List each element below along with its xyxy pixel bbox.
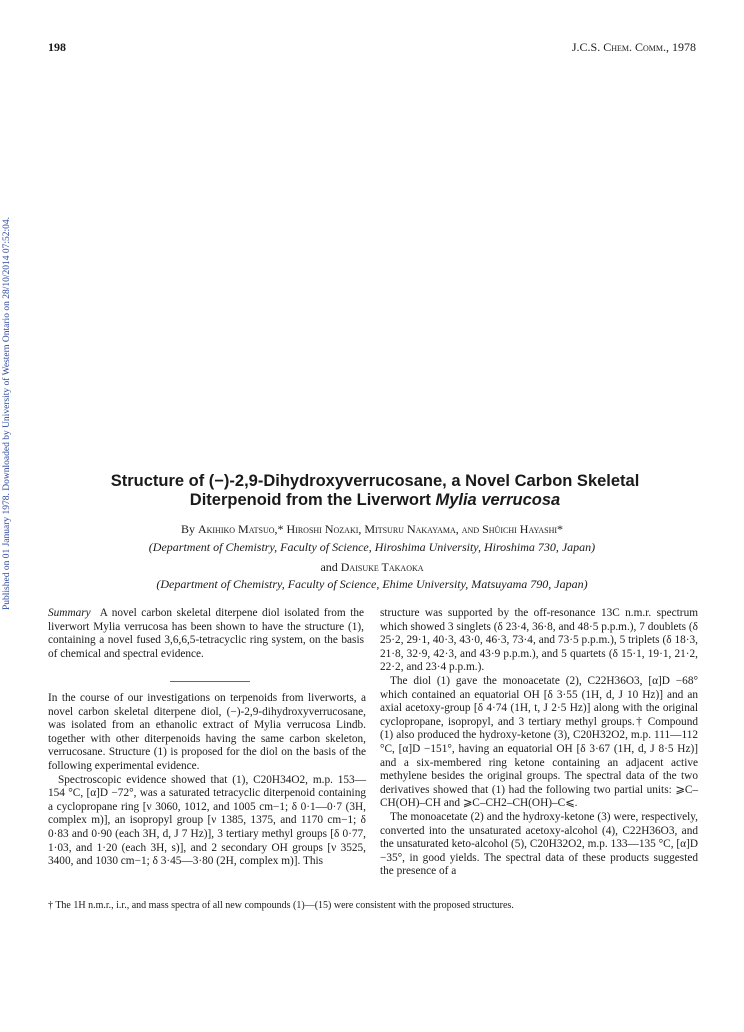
title-line-2-prefix: Diterpenoid from the Liverwort [189, 491, 436, 509]
summary-label: Summary [48, 607, 91, 619]
body-paragraph: In the course of our investigations on terpenoids from liverworts, a novel carbon skeletal diterpene diol, (−)-2,9-dihydroxyverrucosane, was isolated from an ethanolic extract of Mylia verrucosa Lindb. together with other diterpenoids having the same carbon skeleton, verrucosane. Structure (1) is proposed for the diol on the basis of the following experimental evidence. [48, 692, 366, 772]
body-paragraph: structure was supported by the off-resonance 13C n.m.r. spectrum which showed 3 singlets (δ 23·4, 36·8, and 48·5 p.p.m.), 7 doublets (δ 25·2, 29·1, 40·3, 43·0, 46·3, 73·4, and 73·5 p.p.m.), 5 triplets (δ 18·3, 21·8, 32·9, 42·3, and 43·9 p.p.m.), and 5 quartets (δ 15·1, 19·1, 21·2, 22·2, and 23·4 p.p.m.). [380, 607, 698, 674]
summary-text: A novel carbon skeletal diterpene diol isolated from the liverwort Mylia verrucosa has been shown to have the structure (1), containing a novel fused 3,6,6,5-tetracyclic ring system, on the basis of chemical and spectral evidence. [48, 607, 365, 660]
title-line-2-italic: Mylia verrucosa [435, 491, 561, 509]
affiliation-1: (Department of Chemistry, Faculty of Science, Hiroshima University, Hiroshima 730, Japan) [148, 540, 596, 554]
title-line-1: Structure of (−)-2,9-Dihydroxyverrucosane, a Novel Carbon Skeletal [110, 472, 640, 490]
author-2-name: Daisuke Takaoka [340, 560, 424, 574]
article-title [80, 472, 670, 510]
journal-header [572, 40, 696, 55]
body-right-column [380, 607, 698, 879]
author-list [60, 522, 684, 537]
by-label: By [180, 522, 195, 536]
body-paragraph: The diol (1) gave the monoacetate (2), C22H36O3, [α]D −68° which contained an equatorial OH [δ 3·55 (1H, d, J 10 Hz)] and an axial acetoxy-group [δ 4·74 (1H, t, J 2·5 Hz)] along with the original cyclopropane, isopropyl, and 3 tertiary methyl groups.† Compound (1) also produced the hydroxy-ketone (3), C20H32O2, m.p. 111—112 °C, [α]D −151°, having an equatorial OH [δ 3·67 (1H, d, J 8·5 Hz)] and a six-membered ring ketone containing an adjacent active methylene besides the original groups. The spectral data of the two derivatives showed that (1) had the following two partial units: ⩾C–CH(OH)–CH and ⩾C–CH2–CH(OH)–C⩽. [380, 674, 698, 810]
and-label: and [320, 560, 338, 574]
title-line-2 [80, 491, 670, 510]
summary [48, 607, 364, 661]
author-2-line [60, 560, 684, 575]
download-watermark [2, 216, 17, 610]
section-divider [170, 681, 250, 682]
download-watermark-text: Published on 01 January 1978. Downloaded by University of Western Ontario on 28/10/2014 07:52:04. [2, 216, 12, 610]
journal-name: J.C.S. Chem. Comm., 1978 [571, 40, 696, 54]
page-number: 198 [48, 40, 66, 54]
body-paragraph: The monoacetate (2) and the hydroxy-ketone (3) were, respectively, converted into the unsaturated acetoxy-alcohol (4), C22H36O3, and the unsaturated keto-alcohol (5), C20H32O2, m.p. 133—135 °C, [α]D −35°, in good yields. The spectral data of these products suggested the presence of a [380, 810, 698, 878]
body-paragraph: Spectroscopic evidence showed that (1), C20H34O2, m.p. 153—154 °C, [α]D −72°, was a saturated tetracyclic diterpenoid containing a cyclopropane ring [ν 3060, 1012, and 1005 cm−1; δ 0·1—0·7 (3H, complex m)], an isopropyl group [ν 1385, 1375, and 1170 cm−1; δ 0·83 and 0·90 (each 3H, d, J 7 Hz)], 3 tertiary methyl groups [δ 0·77, 1·03, and 1·20 (each 3H, s)], and 2 secondary OH groups [ν 3525, 3400, and 1030 cm−1; δ 3·45—3·80 (2H, complex m)]. This [48, 773, 366, 868]
author-names: Akihiko Matsuo,* Hiroshi Nozaki, Mitsuru Nakayama, and Shûichi Hayashi* [197, 522, 564, 536]
footnote: † The 1H n.m.r., i.r., and mass spectra of all new compounds (1)—(15) were consistent with the proposed structures. [48, 900, 514, 911]
body-left-column [48, 692, 366, 869]
summary-paragraph [48, 607, 364, 661]
affiliation-2: (Department of Chemistry, Faculty of Science, Ehime University, Matsuyama 790, Japan) [156, 577, 588, 591]
